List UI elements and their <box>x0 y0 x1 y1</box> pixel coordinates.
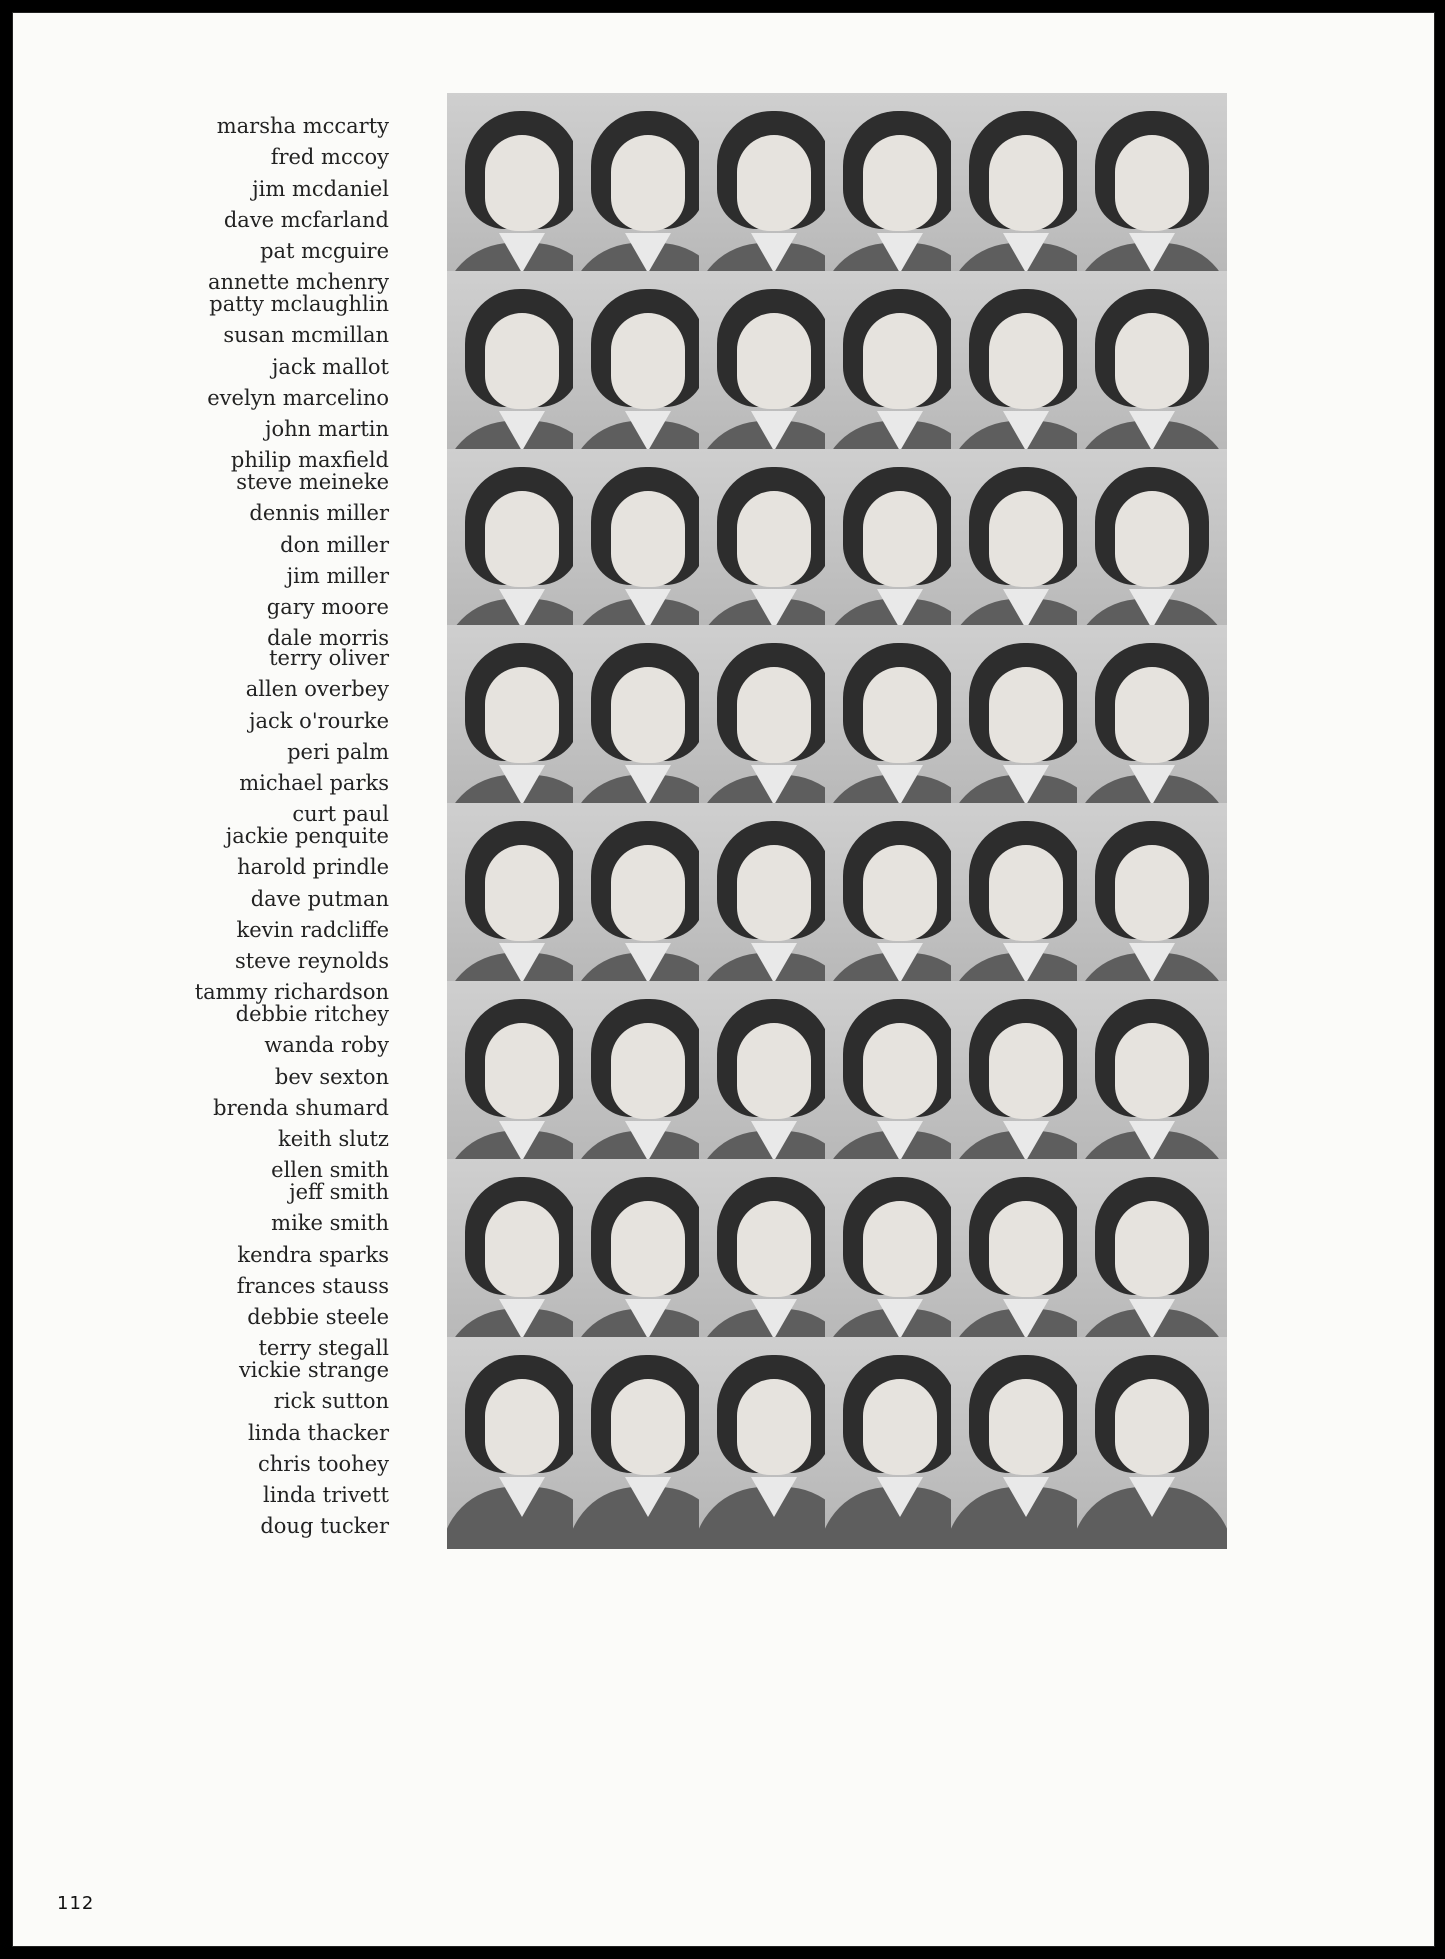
student-name: marsha mccarty <box>216 114 389 138</box>
student-name: harold prindle <box>237 855 389 880</box>
student-name: bev sexton <box>274 1064 389 1089</box>
student-name: fred mccoy <box>270 145 389 170</box>
student-name: jack o'rourke <box>248 708 389 733</box>
student-name: jeff smith <box>289 1180 389 1204</box>
student-name: dennis miller <box>249 501 389 526</box>
student-name: annette mchenry <box>207 270 389 295</box>
student-name: john martin <box>264 417 389 442</box>
student-name: mike smith <box>271 1211 389 1236</box>
student-name: linda trivett <box>263 1483 389 1508</box>
yearbook-page <box>12 12 1435 1947</box>
student-name: philip maxfield <box>230 448 389 473</box>
student-name: evelyn marcelino <box>207 385 389 410</box>
student-name: doug tucker <box>260 1514 389 1539</box>
name-list <box>133 1355 389 1543</box>
student-name: ellen smith <box>271 1158 389 1183</box>
student-name: vickie strange <box>238 1358 389 1382</box>
student-name: allen overbey <box>245 677 389 702</box>
student-name: jack mallot <box>271 354 389 379</box>
student-name: dale morris <box>267 626 389 651</box>
student-name: jim miller <box>286 563 389 588</box>
student-name: dave mcfarland <box>223 207 389 232</box>
student-name: brenda shumard <box>213 1095 389 1120</box>
student-name: michael parks <box>239 771 389 796</box>
student-portrait <box>1077 1337 1227 1549</box>
student-name: tammy richardson <box>194 980 389 1005</box>
student-name: jim mcdaniel <box>252 176 389 201</box>
student-name: chris toohey <box>257 1451 389 1476</box>
photo-strip <box>447 1337 1387 1549</box>
student-name: keith slutz <box>277 1127 389 1152</box>
student-name: debbie steele <box>247 1305 389 1330</box>
student-name: jackie penquite <box>225 824 389 848</box>
student-name: kendra sparks <box>237 1242 389 1267</box>
student-name: steve reynolds <box>234 949 389 974</box>
student-name: terry oliver <box>269 646 389 670</box>
page-number: 112 <box>57 1893 95 1914</box>
student-name: linda thacker <box>247 1420 389 1445</box>
student-name: don miller <box>280 532 389 557</box>
student-name: dave putman <box>250 886 389 911</box>
student-name: curt paul <box>292 802 389 827</box>
student-name: pat mcguire <box>260 239 389 264</box>
student-name: frances stauss <box>236 1273 389 1298</box>
student-name: rick sutton <box>273 1389 389 1414</box>
student-name: kevin radcliffe <box>236 917 389 942</box>
student-name: wanda roby <box>264 1033 389 1058</box>
student-name: steve meineke <box>236 470 389 494</box>
student-name: peri palm <box>287 739 389 764</box>
portrait-row <box>13 1337 1434 1549</box>
student-name: patty mclaughlin <box>209 292 389 316</box>
student-name: debbie ritchey <box>235 1002 389 1026</box>
student-name: terry stegall <box>258 1336 389 1361</box>
student-name: susan mcmillan <box>223 323 389 348</box>
student-name: gary moore <box>266 595 389 620</box>
